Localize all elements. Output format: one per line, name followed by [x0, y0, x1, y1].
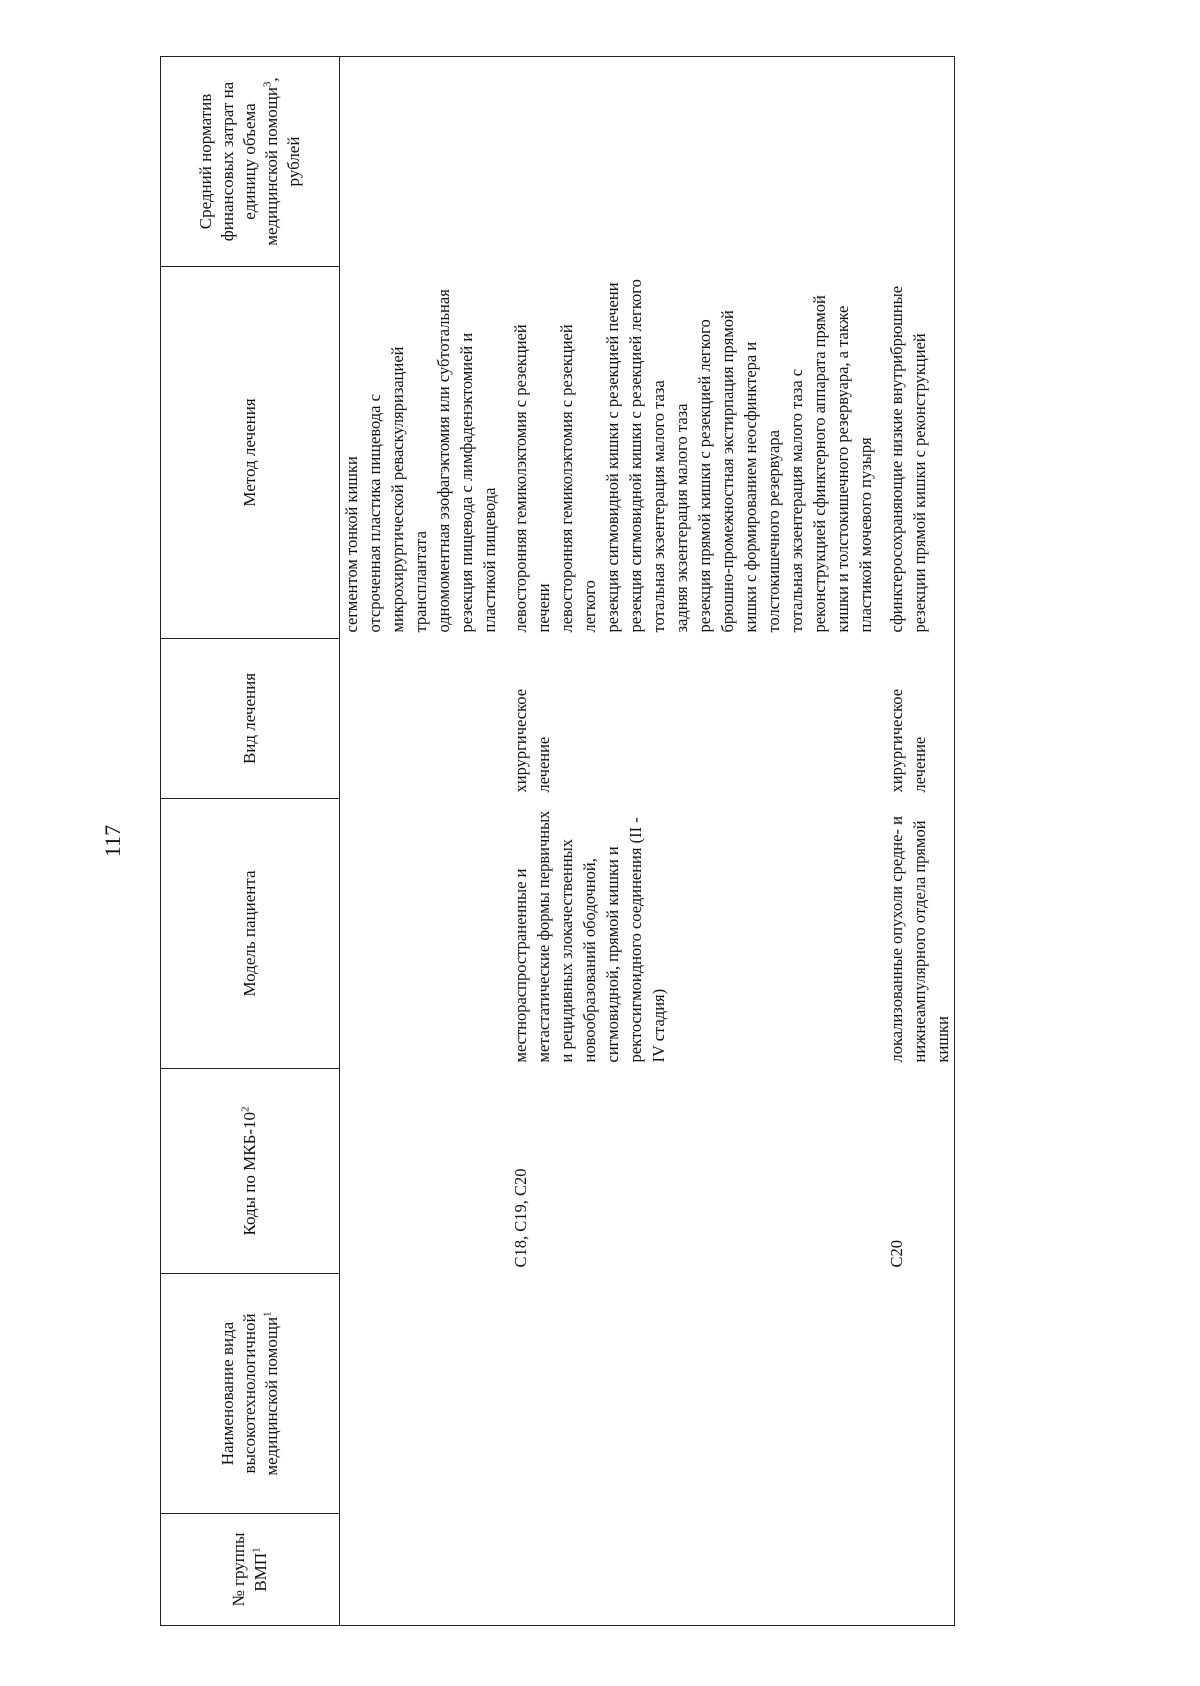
patient-model-cell: местнораспространенные и метастатические формы первичных и рецидивных злокачественных новообразований ободочной, сигмовидной, прямой кишки и ректосигмоидного соединения (II - IV стадия) [511, 810, 668, 1063]
treatment-method-cell [885, 267, 955, 639]
icd-codes-cell: C18, C19, C20 [511, 1168, 530, 1268]
header-vmp-name: Наименование вида высокотехнологичной медицинской помощи$^1$ [161, 1274, 340, 1514]
table-row [885, 57, 955, 1626]
treatment-type-cell [340, 639, 502, 799]
page-number: 117 [100, 824, 125, 858]
treatment-method-cell [509, 267, 877, 639]
table-row [509, 57, 877, 1626]
method-item: брюшно-промежностная экстирпация прямой кишки с формированием неосфинктера и толстокишечного резервуара [718, 310, 783, 633]
treatment-type-cell: хирургическое лечение [885, 639, 955, 799]
spacer-cell [501, 1069, 509, 1274]
method-item: задняя экзентерация малого таза [672, 403, 691, 633]
method-item: отсроченная пластика пищевода с микрохирургической реваскуляризацией трансплантата [365, 346, 430, 633]
spacer-cell [877, 1274, 885, 1514]
spacer-cell [501, 1274, 509, 1514]
vmp-name-cell [509, 1274, 877, 1514]
row-spacer [877, 57, 885, 1626]
spacer-cell [501, 1514, 509, 1626]
patient-model-cell [340, 799, 502, 1069]
group-no-cell [340, 1514, 502, 1626]
header-cost-norm: Средний норматив финансовых затрат на единицу объема медицинской помощи$^3$, рублей [161, 57, 340, 267]
table-row [340, 57, 502, 1626]
method-item: резекция сигмовидной кишки с резекцией печени [603, 282, 622, 633]
spacer-cell [501, 639, 509, 799]
spacer-cell [877, 267, 885, 639]
cost-cell [340, 57, 502, 267]
spacer-cell [501, 57, 509, 267]
method-item: резекция прямой кишки с резекцией легкого [695, 319, 714, 633]
method-item: левосторонняя гемиколэктомия с резекцией легкого [557, 324, 599, 633]
cost-cell [885, 57, 955, 267]
treatment-type-cell: хирургическое лечение [511, 688, 553, 793]
vmp-name-cell [885, 1274, 955, 1514]
cost-cell [509, 57, 877, 267]
header-group-no: № группы ВМП$^1$ [161, 1514, 340, 1626]
method-item: тотальная экзентерация малого таза [649, 380, 668, 633]
vmp-table [160, 56, 955, 1626]
treatment-method-cell [340, 267, 502, 639]
patient-model-cell: локализованные опухоли средне- и нижнеампулярного отдела прямой кишки [885, 799, 955, 1069]
spacer-cell [501, 267, 509, 639]
method-item: резекция сигмовидной кишки с резекцией легкого [626, 279, 645, 633]
spacer-cell [877, 1069, 885, 1274]
method-item: одномоментная эзофагэктомия или субтотальная резекция пищевода с лимфаденэктомией и пластикой пищевода [434, 289, 499, 633]
header-treatment-type: Вид лечения [161, 639, 340, 799]
vmp-name-cell [340, 1274, 502, 1514]
table-body [340, 57, 955, 1626]
spacer-cell [501, 799, 509, 1069]
table-header-row [161, 57, 340, 1626]
spacer-cell [877, 639, 885, 799]
row-spacer [501, 57, 509, 1626]
method-item: сегментом тонкой кишки [342, 456, 361, 633]
spacer-cell [877, 57, 885, 267]
method-item: тотальная экзентерация малого таза с реконструкцией сфинктерного аппарата прямой кишки и толстокишечного резервуара, а также пластикой мочевого пузыря [787, 295, 875, 633]
group-no-cell [509, 1514, 877, 1626]
method-item: левосторонняя гемиколэктомия с резекцией печени [511, 324, 553, 633]
group-no-cell [885, 1514, 955, 1626]
spacer-cell [877, 1514, 885, 1626]
header-icd-codes: Коды по МКБ-$10^2$ [161, 1069, 340, 1274]
header-treatment-method: Метод лечения [161, 267, 340, 639]
spacer-cell [877, 799, 885, 1069]
icd-codes-cell [340, 1069, 502, 1274]
header-patient-model: Модель пациента [161, 799, 340, 1069]
icd-codes-cell: C20 [885, 1069, 955, 1274]
method-item: сфинктеросохраняющие низкие внутрибрюшные резекции прямой кишки с реконструкцией [887, 285, 929, 633]
